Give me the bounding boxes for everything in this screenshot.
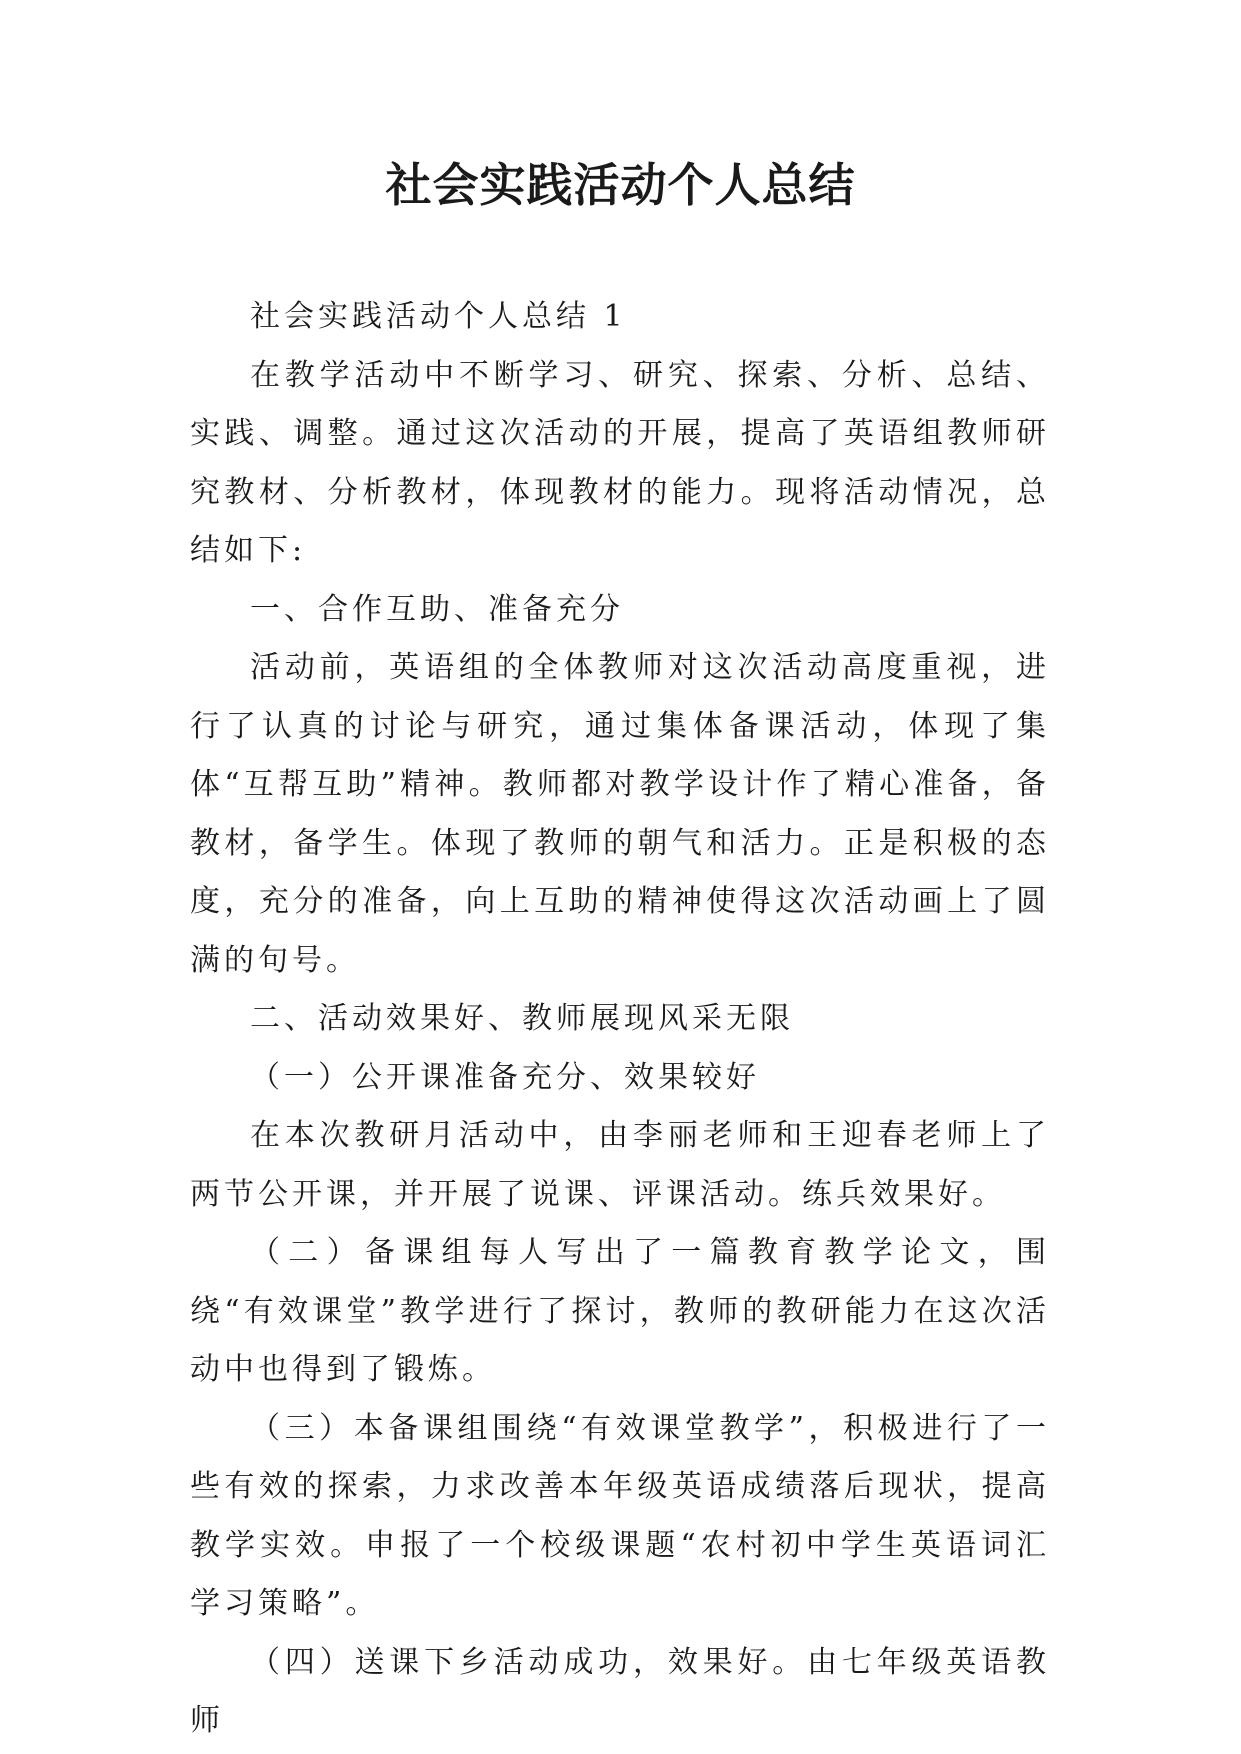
paragraph-intro: 在教学活动中不断学习、研究、探索、分析、总结、实践、调整。通过这次活动的开展，提高了英语组教师研究教材、分析教材，体现教材的能力。现将活动情况，总结如下: bbox=[190, 357, 1050, 568]
paragraph-item-4: （四）送课下乡活动成功，效果好。由七年级英语教师 bbox=[190, 1644, 1050, 1738]
heading-section-2: 二、活动效果好、教师展现风采无限 bbox=[250, 1001, 794, 1036]
heading-section-1: 一、合作互助、准备充分 bbox=[250, 591, 624, 627]
paragraph-item-3: （三）本备课组围绕“有效课堂教学”，积极进行了一些有效的探索，力求改善本年级英语成绩落后现状，提高教学实效。申报了一个校级课题“农村初中学生英语词汇学习策略”。 bbox=[190, 1410, 1050, 1621]
subheading-item-1: （一）公开课准备充分、效果较好 bbox=[250, 1059, 760, 1095]
paragraph-item-2: （二）备课组每人写出了一篇教育教学论文，围绕“有效课堂”教学进行了探讨，教师的教研能力在这次活动中也得到了锻炼。 bbox=[190, 1235, 1050, 1387]
paragraph-subtitle: 社会实践活动个人总结 1 bbox=[250, 299, 627, 334]
document-title: 社会实践活动个人总结 bbox=[385, 158, 856, 212]
paragraph-section-1: 活动前，英语组的全体教师对这次活动高度重视，进行了认真的讨论与研究，通过集体备课活动，体现了集体“互帮互助”精神。教师都对教学设计作了精心准备，备教材，备学生。体现了教师的朝气和活力。正是积极的态度，充分的准备，向上互助的精神使得这次活动画上了圆满的句号。 bbox=[190, 650, 1050, 978]
paragraph-item-1: 在本次教研月活动中，由李丽老师和王迎春老师上了两节公开课，并开展了说课、评课活动。练兵效果好。 bbox=[190, 1118, 1050, 1212]
document-body bbox=[190, 288, 1050, 1751]
